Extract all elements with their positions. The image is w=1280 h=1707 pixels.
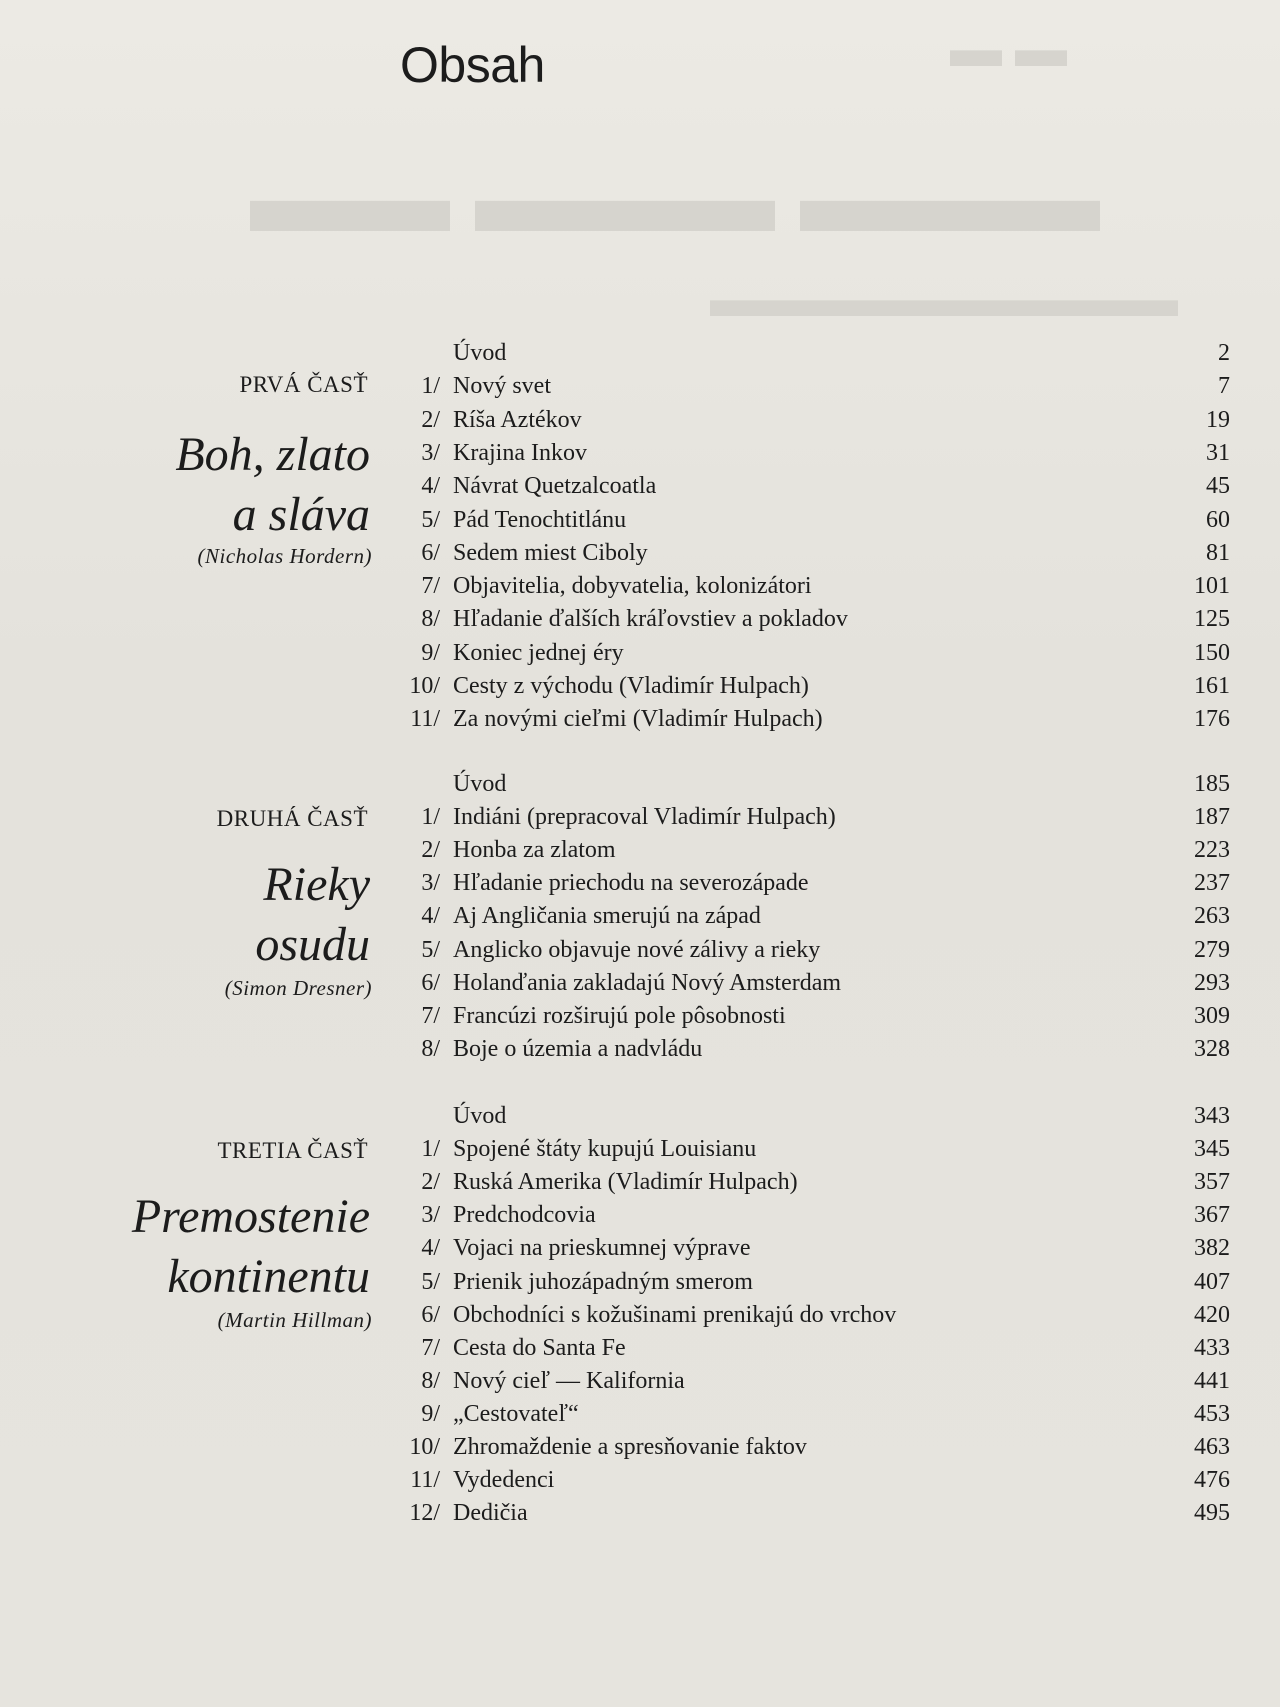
chapter-number: 2/ [421,837,440,864]
chapter-number: 4/ [421,1235,440,1262]
page-number: 453 [1194,1400,1230,1427]
chapter-title: Sedem miest Ciboly [453,539,648,566]
page-number: 263 [1194,903,1230,930]
chapter-number: 6/ [421,1301,440,1328]
chapter-title: Holanďania zakladajú Nový Amsterdam [453,969,842,996]
chapter-number: 1/ [421,804,440,831]
chapter-title: Koniec jednej éry [453,639,624,666]
toc-entry [400,370,1230,402]
chapter-number: 6/ [421,969,440,996]
chapter-number: 1/ [421,1136,440,1163]
chapter-number: 11/ [410,706,440,733]
chapter-title: Návrat Quetzalcoatla [453,473,657,500]
page-number: 382 [1194,1235,1230,1262]
toc-entry [400,768,1230,800]
chapter-title: Nový cieľ — Kalifornia [453,1367,685,1394]
chapter-number: 9/ [421,639,440,666]
toc-entry [400,470,1230,502]
chapter-number: 7/ [421,1334,440,1361]
page-number: 31 [1206,439,1230,466]
page-number: 343 [1194,1103,1230,1129]
page-number: 45 [1206,473,1230,500]
chapter-title: Honba za zlatom [453,837,616,864]
chapter-number: 10/ [409,673,440,699]
page-number: 407 [1194,1268,1230,1295]
chapter-number: 3/ [421,439,440,466]
chapter-title: Indiáni (prepracoval Vladimír Hulpach) [453,804,836,831]
chapter-title: Objavitelia, dobyvatelia, kolonizátori [453,573,812,600]
chapter-number: 8/ [421,1035,440,1062]
toc-entry [400,637,1230,669]
part-title-line: Premostenie [131,1190,370,1243]
chapter-number: 5/ [421,506,440,533]
part-author: (Nicholas Hordern) [197,544,372,568]
part-title-line: osudu [255,918,370,971]
toc-entry [400,703,1230,735]
chapter-number: 11/ [410,1467,440,1494]
toc-entry [400,1497,1230,1529]
toc-entry [400,867,1230,899]
chapter-title: Anglicko objavuje nové zálivy a rieky [453,936,821,963]
toc-entry [400,934,1230,966]
chapter-title: Obchodníci s kožušinami prenikajú do vrchov [453,1301,897,1328]
show-through-texture: ▬ ▬ [950,21,1067,78]
chapter-title: Za novými cieľmi (Vladimír Hulpach) [453,706,823,733]
page-number: 441 [1194,1367,1230,1394]
chapter-title: Úvod [453,1103,507,1129]
chapter-number: 6/ [421,539,440,566]
chapter-title: Hľadanie priechodu na severozápade [453,870,809,897]
toc-entry [400,1232,1230,1264]
chapter-number: 9/ [421,1400,440,1427]
chapter-title: Úvod [453,340,507,366]
page-number: 2 [1218,340,1230,366]
toc-entry [400,801,1230,833]
toc-entry [400,1100,1230,1132]
chapter-number: 3/ [421,1202,440,1229]
toc-entry [400,570,1230,602]
part-title-line: a sláva [232,488,370,541]
page-number: 328 [1194,1035,1230,1062]
page-number: 7 [1218,373,1230,400]
toc-entry [400,603,1230,635]
page-number: 60 [1206,506,1230,533]
page-number: 463 [1194,1434,1230,1460]
chapter-title: Dedičia [453,1500,528,1527]
part-title-line: Boh, zlato [175,428,370,481]
chapter-title: Cesty z východu (Vladimír Hulpach) [453,673,809,699]
page-number: 176 [1194,706,1230,733]
chapter-title: Úvod [453,771,507,797]
page-number: 150 [1194,639,1230,666]
page-number: 476 [1194,1467,1230,1494]
chapter-title: Cesta do Santa Fe [453,1334,626,1361]
chapter-title: Spojené štáty kupujú Louisianu [453,1136,757,1163]
part-label: DRUHÁ ČASŤ [216,806,368,831]
chapter-title: Pád Tenochtitlánu [453,506,627,533]
chapter-title: Vojaci na prieskumnej výprave [453,1235,751,1262]
page-number: 187 [1194,804,1230,831]
chapter-title: Hľadanie ďalších kráľovstiev a pokladov [453,606,848,633]
page-number: 420 [1194,1301,1230,1328]
part-title-line: kontinentu [167,1250,370,1303]
toc-entry [400,1332,1230,1364]
chapter-title: Ruská Amerika (Vladimír Hulpach) [453,1169,798,1196]
chapter-number: 12/ [409,1500,440,1527]
page-number: 185 [1194,771,1230,797]
chapter-number: 5/ [421,1268,440,1295]
toc-entry [400,1266,1230,1298]
page-number: 293 [1194,969,1230,996]
chapter-number: 7/ [421,1002,440,1029]
toc-entry [400,337,1230,369]
chapter-number: 4/ [421,903,440,930]
page-number: 81 [1206,539,1230,566]
chapter-title: Ríša Aztékov [453,406,582,433]
chapter-title: Nový svet [453,373,551,400]
part-label: PRVÁ ČASŤ [239,372,368,397]
chapter-number: 4/ [421,473,440,500]
chapter-title: Krajina Inkov [453,439,587,466]
chapter-title: Prienik juhozápadným smerom [453,1268,753,1295]
chapter-title: „Cestovateľ“ [453,1400,579,1427]
chapter-title: Francúzi rozširujú pole pôsobnosti [453,1002,786,1029]
toc-entry [400,537,1230,569]
page-number: 495 [1194,1500,1230,1527]
chapter-number: 3/ [421,870,440,897]
chapter-number: 2/ [421,406,440,433]
part-author: (Simon Dresner) [224,976,372,1000]
page-number: 237 [1194,870,1230,897]
toc-entry [400,900,1230,932]
page-number: 367 [1194,1202,1230,1229]
toc-entry [400,1033,1230,1065]
chapter-number: 1/ [421,373,440,400]
chapter-number: 8/ [421,1367,440,1394]
chapter-number: 7/ [421,573,440,600]
chapter-number: 5/ [421,936,440,963]
page-title: Obsah [400,37,545,93]
toc-entry [400,1398,1230,1430]
page-number: 345 [1194,1136,1230,1163]
toc-entry [400,834,1230,866]
chapter-number: 2/ [421,1169,440,1196]
chapter-number: 10/ [409,1434,440,1460]
toc-entry [400,504,1230,536]
page-number: 125 [1194,606,1230,633]
toc-entry [400,1000,1230,1032]
toc-entry [400,1166,1230,1198]
toc-entry [400,670,1230,702]
show-through-texture: ▬▬▬▬▬▬▬▬▬ [710,271,1178,328]
toc-entry [400,1133,1230,1165]
page-number: 19 [1206,406,1230,433]
page-number: 279 [1194,936,1230,963]
show-through-texture: ▬▬ ▬▬▬ ▬▬▬ [250,142,1100,253]
toc-entry [400,1464,1230,1496]
toc-entry [400,1299,1230,1331]
page-number: 309 [1194,1002,1230,1029]
toc-entry [400,1199,1230,1231]
chapter-title: Aj Angličania smerujú na západ [453,903,761,930]
chapter-title: Vydedenci [453,1467,555,1494]
page-number: 433 [1194,1334,1230,1361]
part-author: (Martin Hillman) [217,1308,372,1332]
chapter-number: 8/ [421,606,440,633]
page-number: 223 [1194,837,1230,864]
toc-entry [400,1431,1230,1463]
toc-entry [400,1365,1230,1397]
toc-entry [400,437,1230,469]
chapter-title: Predchodcovia [453,1202,596,1229]
part-label: TRETIA ČASŤ [217,1138,368,1163]
page-number: 101 [1194,573,1230,600]
page-number: 161 [1194,673,1230,699]
chapter-title: Zhromaždenie a spresňovanie faktov [453,1434,807,1460]
toc-entry [400,967,1230,999]
chapter-title: Boje o územia a nadvládu [453,1035,703,1062]
page-number: 357 [1194,1169,1230,1196]
part-title-line: Rieky [263,858,370,911]
toc-entry [400,404,1230,436]
